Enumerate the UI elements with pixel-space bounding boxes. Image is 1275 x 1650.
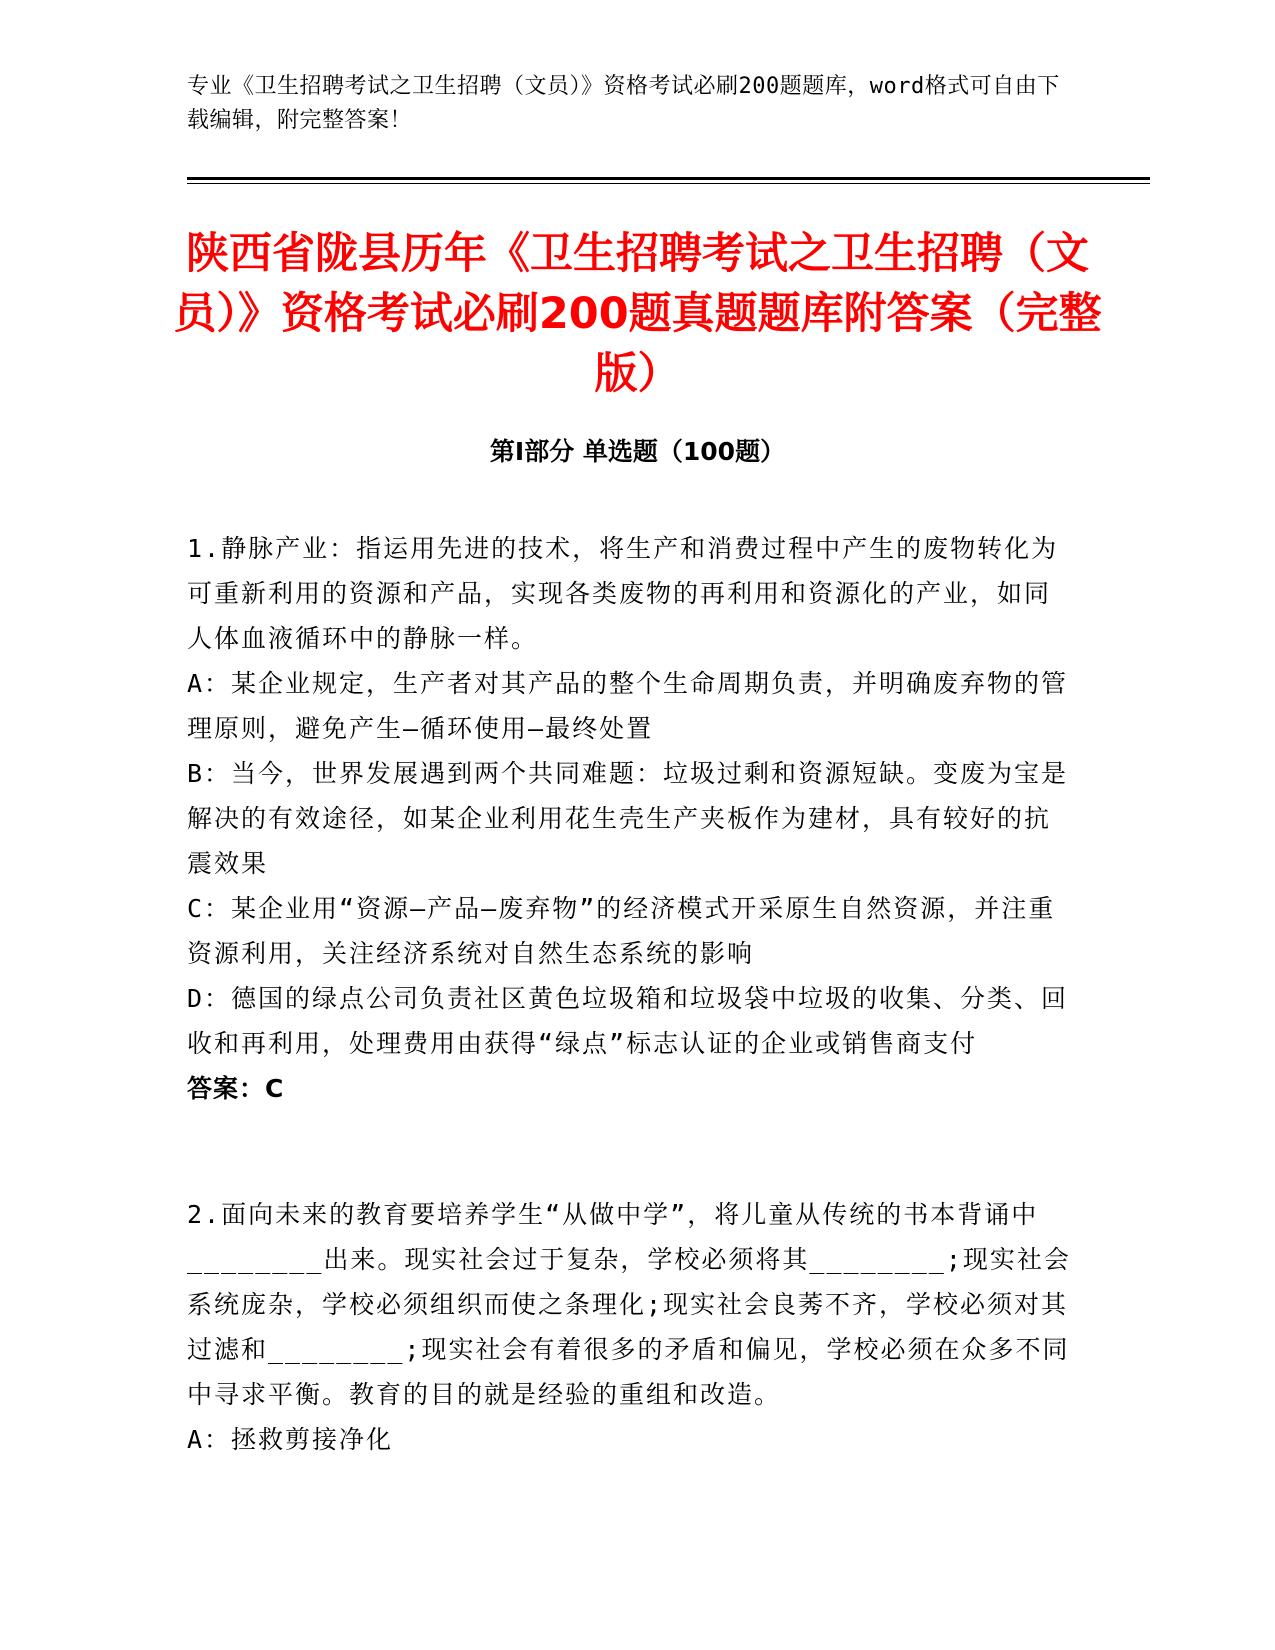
option-a: A：拯救剪接净化 [187, 1425, 394, 1454]
option-a: A：某企业规定，生产者对其产品的整个生命周期负责，并明确废弃物的管理原则，避免产生—循环使用—最终处置 [187, 669, 1069, 743]
question-2 [187, 1192, 1075, 1462]
option-b: B：当今，世界发展遇到两个共同难题：垃圾过剩和资源短缺。变废为宝是解决的有效途径，如某企业利用花生壳生产夹板作为建材，具有较好的抗震效果 [187, 759, 1069, 878]
question-stem: 2.面向未来的教育要培养学生“从做中学”，将儿童从传统的书本背诵中________出来。现实社会过于复杂，学校必须将其________;现实社会系统庞杂，学校必须组织而使之条理化;现实社会良莠不齐，学校必须对其过滤和________;现实社会有着很多的矛盾和偏见，学校必须在众多不同中寻求平衡。教育的目的就是经验的重组和改造。 [187, 1200, 1071, 1409]
header-note: 专业《卫生招聘考试之卫生招聘（文员）》资格考试必刷200题题库，word格式可自由下载编辑，附完整答案！ [187, 74, 1060, 133]
answer-line: 答案：C [187, 1074, 285, 1103]
section-heading: 第Ⅰ部分 单选题（100题） [489, 437, 786, 466]
option-d: D：德国的绿点公司负责社区黄色垃圾箱和垃圾袋中垃圾的收集、分类、回收和再利用，处理费用由获得“绿点”标志认证的企业或销售商支付 [187, 984, 1069, 1058]
header-divider-thick [187, 177, 1150, 180]
header-divider-thin [187, 183, 1150, 184]
question-stem: 1.静脉产业：指运用先进的技术，将生产和消费过程中产生的废物转化为可重新利用的资源和产品，实现各类废物的再利用和资源化的产业，如同人体血液循环中的静脉一样。 [187, 534, 1059, 653]
option-c: C：某企业用“资源—产品—废弃物”的经济模式开采原生自然资源，并注重资源利用，关注经济系统对自然生态系统的影响 [187, 894, 1056, 968]
document-title: 陕西省陇县历年《卫生招聘考试之卫生招聘（文员）》资格考试必刷200题真题题库附答案（完整版） [173, 229, 1102, 399]
question-1 [187, 526, 1075, 1111]
